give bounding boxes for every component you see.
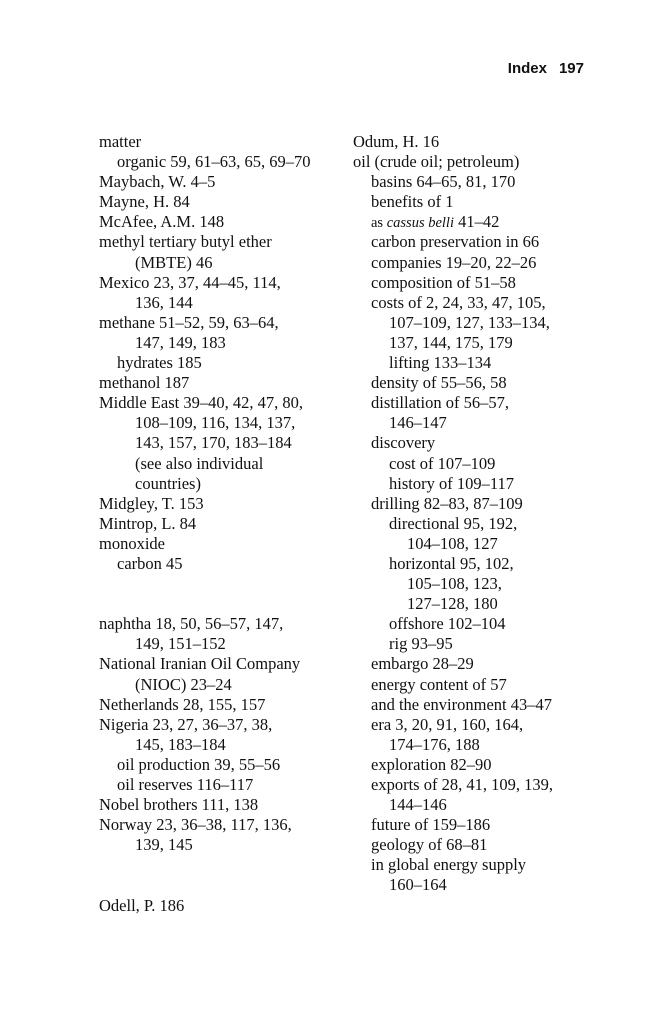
index-entry: Nobel brothers 111, 138 (99, 795, 259, 815)
index-entry: geology of 68–81 (371, 835, 488, 855)
index-entry: 145, 183–184 (135, 734, 226, 754)
index-entry: Middle East 39–40, 42, 47, 80, (99, 393, 303, 413)
index-entry: Odell, P. 186 (99, 895, 185, 915)
index-entry: 107–109, 127, 133–134, (389, 312, 550, 332)
index-entry: discovery (371, 433, 436, 453)
index-entry: history of 109–117 (389, 473, 514, 493)
spacer (99, 574, 339, 594)
index-entry: offshore 102–104 (389, 614, 506, 634)
index-entry: composition of 51–58 (371, 272, 516, 292)
index-entry: Netherlands 28, 155, 157 (99, 694, 266, 714)
index-entry: distillation of 56–57, (371, 393, 509, 413)
index-entry: oil production 39, 55–56 (117, 754, 281, 774)
index-entry: Mintrop, L. 84 (99, 513, 197, 533)
index-entry: drilling 82–83, 87–109 (371, 493, 523, 513)
index-entry: National Iranian Oil Company (99, 654, 301, 674)
index-entry: countries) (135, 473, 201, 493)
page-number: 197 (558, 60, 584, 77)
index-entry: oil reserves 116–117 (117, 775, 254, 794)
index-entry: basins 64–65, 81, 170 (371, 172, 516, 192)
index-entry: matter (99, 132, 142, 151)
index-entry: 108–109, 116, 134, 137, (135, 413, 296, 433)
index-entry: Maybach, W. 4–5 (99, 172, 216, 192)
index-entry: 127–128, 180 (407, 594, 498, 614)
index-entry: in global energy supply (371, 855, 527, 875)
index-entry: 105–108, 123, (407, 574, 502, 594)
index-entry: 149, 151–152 (135, 634, 226, 654)
index-entry: naphtha 18, 50, 56–57, 147, (99, 614, 284, 634)
index-entry: lifting 133–134 (389, 353, 492, 373)
index-entry: methane 51–52, 59, 63–64, (99, 312, 279, 332)
index-entry: directional 95, 192, (389, 513, 518, 533)
index-entry: Mexico 23, 37, 44–45, 114, (99, 272, 281, 292)
index-entry: companies 19–20, 22–26 (371, 252, 537, 272)
index-entry: oil (crude oil; petroleum) (353, 152, 520, 172)
index-entry: era 3, 20, 91, 160, 164, (371, 714, 524, 734)
header-label: Index (507, 60, 547, 77)
index-entry: Midgley, T. 153 (99, 493, 204, 513)
index-entry: carbon preservation in 66 (371, 232, 540, 252)
index-entry: 136, 144 (135, 292, 193, 312)
index-entry: organic 59, 61–63, 65, 69–70 (117, 152, 311, 172)
index-entry: 137, 144, 175, 179 (389, 332, 513, 352)
spacer (99, 594, 339, 614)
index-entry: methanol 187 (99, 373, 190, 393)
index-entry: and the environment 43–47 (371, 694, 553, 714)
index-column-left (99, 132, 339, 916)
index-entry: hydrates 185 (117, 353, 202, 373)
index-column-right (353, 132, 593, 896)
index-entry: cost of 107–109 (389, 453, 496, 473)
index-entry: future of 159–186 (371, 815, 491, 835)
spacer (99, 855, 339, 875)
index-entry: 174–176, 188 (389, 734, 480, 754)
index-entry: McAfee, A.M. 148 (99, 212, 225, 232)
spacer (99, 875, 339, 895)
running-header (508, 60, 584, 77)
index-entry: (see also individual (135, 453, 264, 473)
index-entry: Odum, H. 16 (353, 132, 440, 151)
index-entry: 144–146 (389, 795, 447, 815)
index-entry: rig 93–95 (389, 634, 453, 654)
index-entry: as cassus belli 41–42 (371, 212, 500, 232)
index-entry: 104–108, 127 (407, 533, 498, 553)
index-entry: exports of 28, 41, 109, 139, (371, 775, 553, 794)
index-entry: monoxide (99, 533, 165, 553)
index-entry: energy content of 57 (371, 674, 507, 694)
index-entry: exploration 82–90 (371, 754, 492, 774)
index-entry: 139, 145 (135, 835, 193, 855)
index-entry: 146–147 (389, 413, 447, 433)
index-entry: horizontal 95, 102, (389, 553, 514, 573)
index-entry: carbon 45 (117, 553, 183, 573)
index-entry: density of 55–56, 58 (371, 373, 507, 393)
index-entry: (NIOC) 23–24 (135, 674, 232, 694)
index-entry: methyl tertiary butyl ether (99, 232, 272, 252)
index-entry: benefits of 1 (371, 192, 454, 212)
index-entry: costs of 2, 24, 33, 47, 105, (371, 292, 546, 312)
index-entry: 147, 149, 183 (135, 332, 226, 352)
index-entry: (MBTE) 46 (135, 252, 213, 272)
index-entry: 160–164 (389, 875, 447, 895)
index-entry: Mayne, H. 84 (99, 192, 190, 212)
index-entry: embargo 28–29 (371, 654, 474, 674)
index-entry: Nigeria 23, 27, 36–37, 38, (99, 714, 273, 734)
index-entry: Norway 23, 36–38, 117, 136, (99, 815, 292, 835)
index-entry: 143, 157, 170, 183–184 (135, 433, 292, 453)
